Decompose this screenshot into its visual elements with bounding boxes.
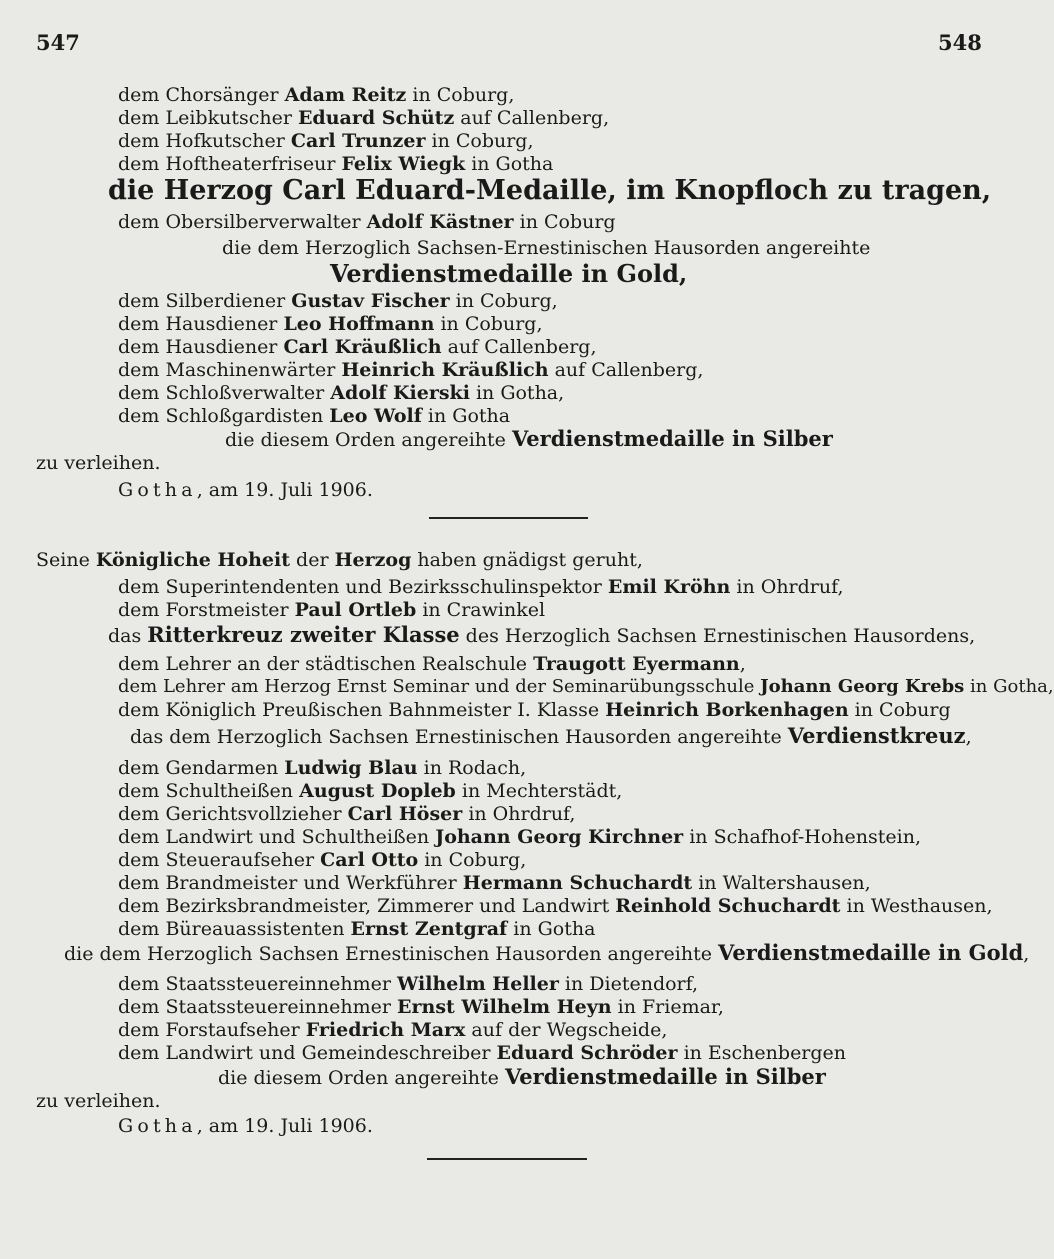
recipient-line: dem Schultheißen August Dopleb in Mechterstädt, [118,780,623,802]
section-divider [427,1158,587,1160]
recipient-line: dem Gerichtsvollzieher Carl Höser in Ohrdruf, [118,803,576,825]
recipient-line: dem Forstaufseher Friedrich Marx auf der Wegscheide, [118,1019,668,1041]
award-line: das Ritterkreuz zweiter Klasse des Herzoglich Sachsen Ernestinischen Hausordens, [108,622,976,647]
closing-line: zu verleihen. [36,452,161,474]
recipient-line: dem Lehrer am Herzog Ernst Seminar und der Seminarübungsschule Johann Georg Krebs in Gotha, [118,676,1054,697]
recipient-line: dem Staatssteuereinnehmer Wilhelm Heller in Dietendorf, [118,973,699,995]
award-line: die dem Herzoglich Sachsen Ernestinischen Hausorden angereihte Verdienstmedaille in Gold, [64,940,1030,965]
award-heading: die Herzog Carl Eduard-Medaille, im Knopfloch zu tragen, [108,175,992,206]
recipient-line: dem Obersilberverwalter Adolf Kästner in Coburg [118,211,616,233]
recipient-line: dem Gendarmen Ludwig Blau in Rodach, [118,757,527,779]
recipient-line: dem Landwirt und Schultheißen Johann Georg Kirchner in Schafhof-Hohenstein, [118,826,921,848]
date-line: Gotha, am 19. Juli 1906. [118,479,373,501]
recipient-line: dem Hausdiener Leo Hoffmann in Coburg, [118,313,543,335]
recipient-line: dem Forstmeister Paul Ortleb in Crawinkel [118,599,546,621]
award-line: die diesem Orden angereihte Verdienstmedaille in Silber [218,1064,826,1089]
recipient-line: dem Königlich Preußischen Bahnmeister I. Klasse Heinrich Borkenhagen in Coburg [118,699,951,721]
recipient-line: dem Maschinenwärter Heinrich Kräußlich auf Callenberg, [118,359,704,381]
recipient-line: dem Schloßgardisten Leo Wolf in Gotha [118,405,511,427]
recipient-line: dem Brandmeister und Werkführer Hermann Schuchardt in Waltershausen, [118,872,871,894]
date-line: Gotha, am 19. Juli 1906. [118,1115,373,1137]
recipient-line: dem Lehrer an der städtischen Realschule Traugott Eyermann, [118,653,746,675]
recipient-line: dem Hoftheaterfriseur Felix Wiegk in Gotha [118,153,554,175]
recipient-line: dem Chorsänger Adam Reitz in Coburg, [118,84,515,106]
recipient-line: dem Schloßverwalter Adolf Kierski in Gotha, [118,382,565,404]
recipient-line: dem Bezirksbrandmeister, Zimmerer und Landwirt Reinhold Schuchardt in Westhausen, [118,895,993,917]
recipient-line: dem Staatssteuereinnehmer Ernst Wilhelm Heyn in Friemar, [118,996,724,1018]
recipient-line: dem Silberdiener Gustav Fischer in Coburg, [118,290,558,312]
section-divider [429,517,588,519]
recipient-line: dem Superintendenten und Bezirksschulinspektor Emil Kröhn in Ohrdruf, [118,576,844,598]
closing-line: zu verleihen. [36,1090,161,1112]
recipient-line: dem Büreauassistenten Ernst Zentgraf in Gotha [118,918,596,940]
page-number-right: 548 [938,30,982,55]
recipient-line: dem Leibkutscher Eduard Schütz auf Callenberg, [118,107,610,129]
recipient-line: dem Steueraufseher Carl Otto in Coburg, [118,849,527,871]
award-heading: Verdienstmedaille in Gold, [330,259,688,288]
award-line: die diesem Orden angereihte Verdienstmedaille in Silber [225,426,833,451]
intro-line: Seine Königliche Hoheit der Herzog haben gnädigst geruht, [36,549,643,571]
recipient-line: dem Hausdiener Carl Kräußlich auf Callenberg, [118,336,597,358]
recipient-line: dem Landwirt und Gemeindeschreiber Eduard Schröder in Eschenbergen [118,1042,847,1064]
award-intro-line: die dem Herzoglich Sachsen-Ernestinischen Hausorden angereihte [222,237,871,259]
page-number-left: 547 [36,30,80,55]
award-line: das dem Herzoglich Sachsen Ernestinischen Hausorden angereihte Verdienstkreuz, [130,723,972,748]
recipient-line: dem Hofkutscher Carl Trunzer in Coburg, [118,130,534,152]
